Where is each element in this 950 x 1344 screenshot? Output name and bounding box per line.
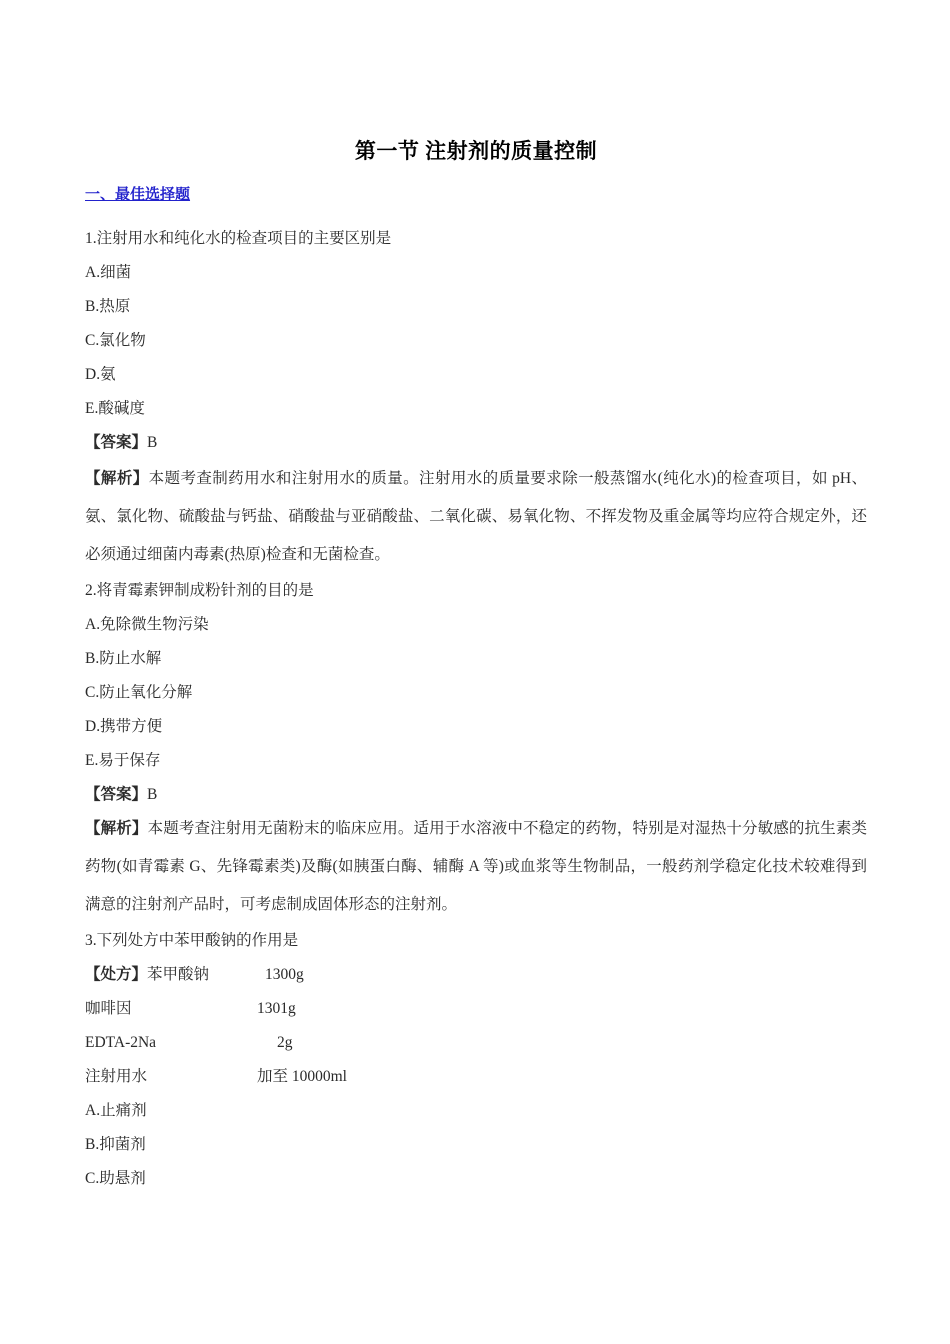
- prescription-row: [85, 1026, 585, 1060]
- analysis-label: 【解析】: [85, 820, 148, 837]
- analysis-text: 本题考查制药用水和注射用水的质量。注射用水的质量要求除一般蒸馏水(纯化水)的检查项目，如 pH、氨、氯化物、硫酸盐与钙盐、硝酸盐与亚硝酸盐、二氧化碳、易氧化物、不挥发物及重金属等均应符合规定外，还必须通过细菌内毒素(热原)检查和无菌检查。: [85, 470, 867, 563]
- question-2-answer: [85, 778, 157, 812]
- question-1-stem: 1.注射用水和纯化水的检查项目的主要区别是: [85, 230, 392, 247]
- question-1-option-c[interactable]: C.氯化物: [85, 332, 146, 349]
- page-title: 第一节 注射剂的质量控制: [354, 139, 598, 163]
- prescription-ingredient: 咖啡因: [85, 1000, 132, 1017]
- question-1-option-a[interactable]: A.细菌: [85, 264, 132, 281]
- answer-label: 【答案】: [85, 434, 148, 451]
- prescription-label: 【处方】: [85, 966, 148, 983]
- question-3-option-b[interactable]: B.抑菌剂: [85, 1136, 146, 1153]
- analysis-text: 本题考查注射用无菌粉末的临床应用。适用于水溶液中不稳定的药物，特别是对湿热十分敏感的抗生素类药物(如青霉素 G、先锋霉素类)及酶(如胰蛋白酶、辅酶 A 等)或血浆等生物制品，一般药剂学稳定化技术较难得到满意的注射剂产品时，可考虑制成固体形态的注射剂。: [85, 820, 867, 913]
- prescription-name-0: [85, 958, 209, 992]
- question-2-option-d[interactable]: D.携带方便: [85, 718, 163, 735]
- prescription-ingredient: EDTA-2Na: [85, 1034, 157, 1051]
- prescription-row: [85, 1060, 585, 1094]
- prescription-row: [85, 992, 585, 1026]
- question-2-option-a[interactable]: A.免除微生物污染: [85, 616, 209, 633]
- question-1-option-e[interactable]: E.酸碱度: [85, 400, 145, 417]
- section-heading-text: 最佳选择题: [115, 187, 191, 203]
- question-2-stem: 2.将青霉素钾制成粉针剂的目的是: [85, 582, 314, 599]
- prescription-amount-3: 加至 10000ml: [257, 1068, 347, 1085]
- analysis-label: 【解析】: [85, 470, 149, 487]
- question-3-stem: 3.下列处方中苯甲酸钠的作用是: [85, 932, 299, 949]
- question-3-option-c[interactable]: C.助悬剂: [85, 1170, 146, 1187]
- question-2-option-c[interactable]: C.防止氧化分解: [85, 684, 193, 701]
- prescription-amount-2: 2g: [277, 1034, 293, 1051]
- prescription-ingredient: 注射用水: [85, 1068, 148, 1085]
- prescription-amount-1: 1301g: [257, 1000, 296, 1017]
- question-1-option-d[interactable]: D.氨: [85, 366, 116, 383]
- question-3-option-a[interactable]: A.止痛剂: [85, 1102, 147, 1119]
- question-2-option-e[interactable]: E.易于保存: [85, 752, 161, 769]
- answer-label: 【答案】: [85, 786, 148, 803]
- section-heading-number: 一、: [85, 187, 116, 203]
- question-2-analysis: [85, 810, 867, 924]
- question-1-analysis: [85, 460, 867, 574]
- prescription-amount-0: 1300g: [265, 966, 304, 983]
- section-heading: [85, 184, 190, 206]
- question-1-answer: [85, 426, 157, 460]
- answer-value: B: [147, 434, 158, 451]
- prescription-ingredient: 苯甲酸钠: [147, 966, 210, 983]
- question-2-option-b[interactable]: B.防止水解: [85, 650, 162, 667]
- prescription-row: [85, 958, 585, 992]
- answer-value: B: [147, 786, 158, 803]
- question-1-option-b[interactable]: B.热原: [85, 298, 131, 315]
